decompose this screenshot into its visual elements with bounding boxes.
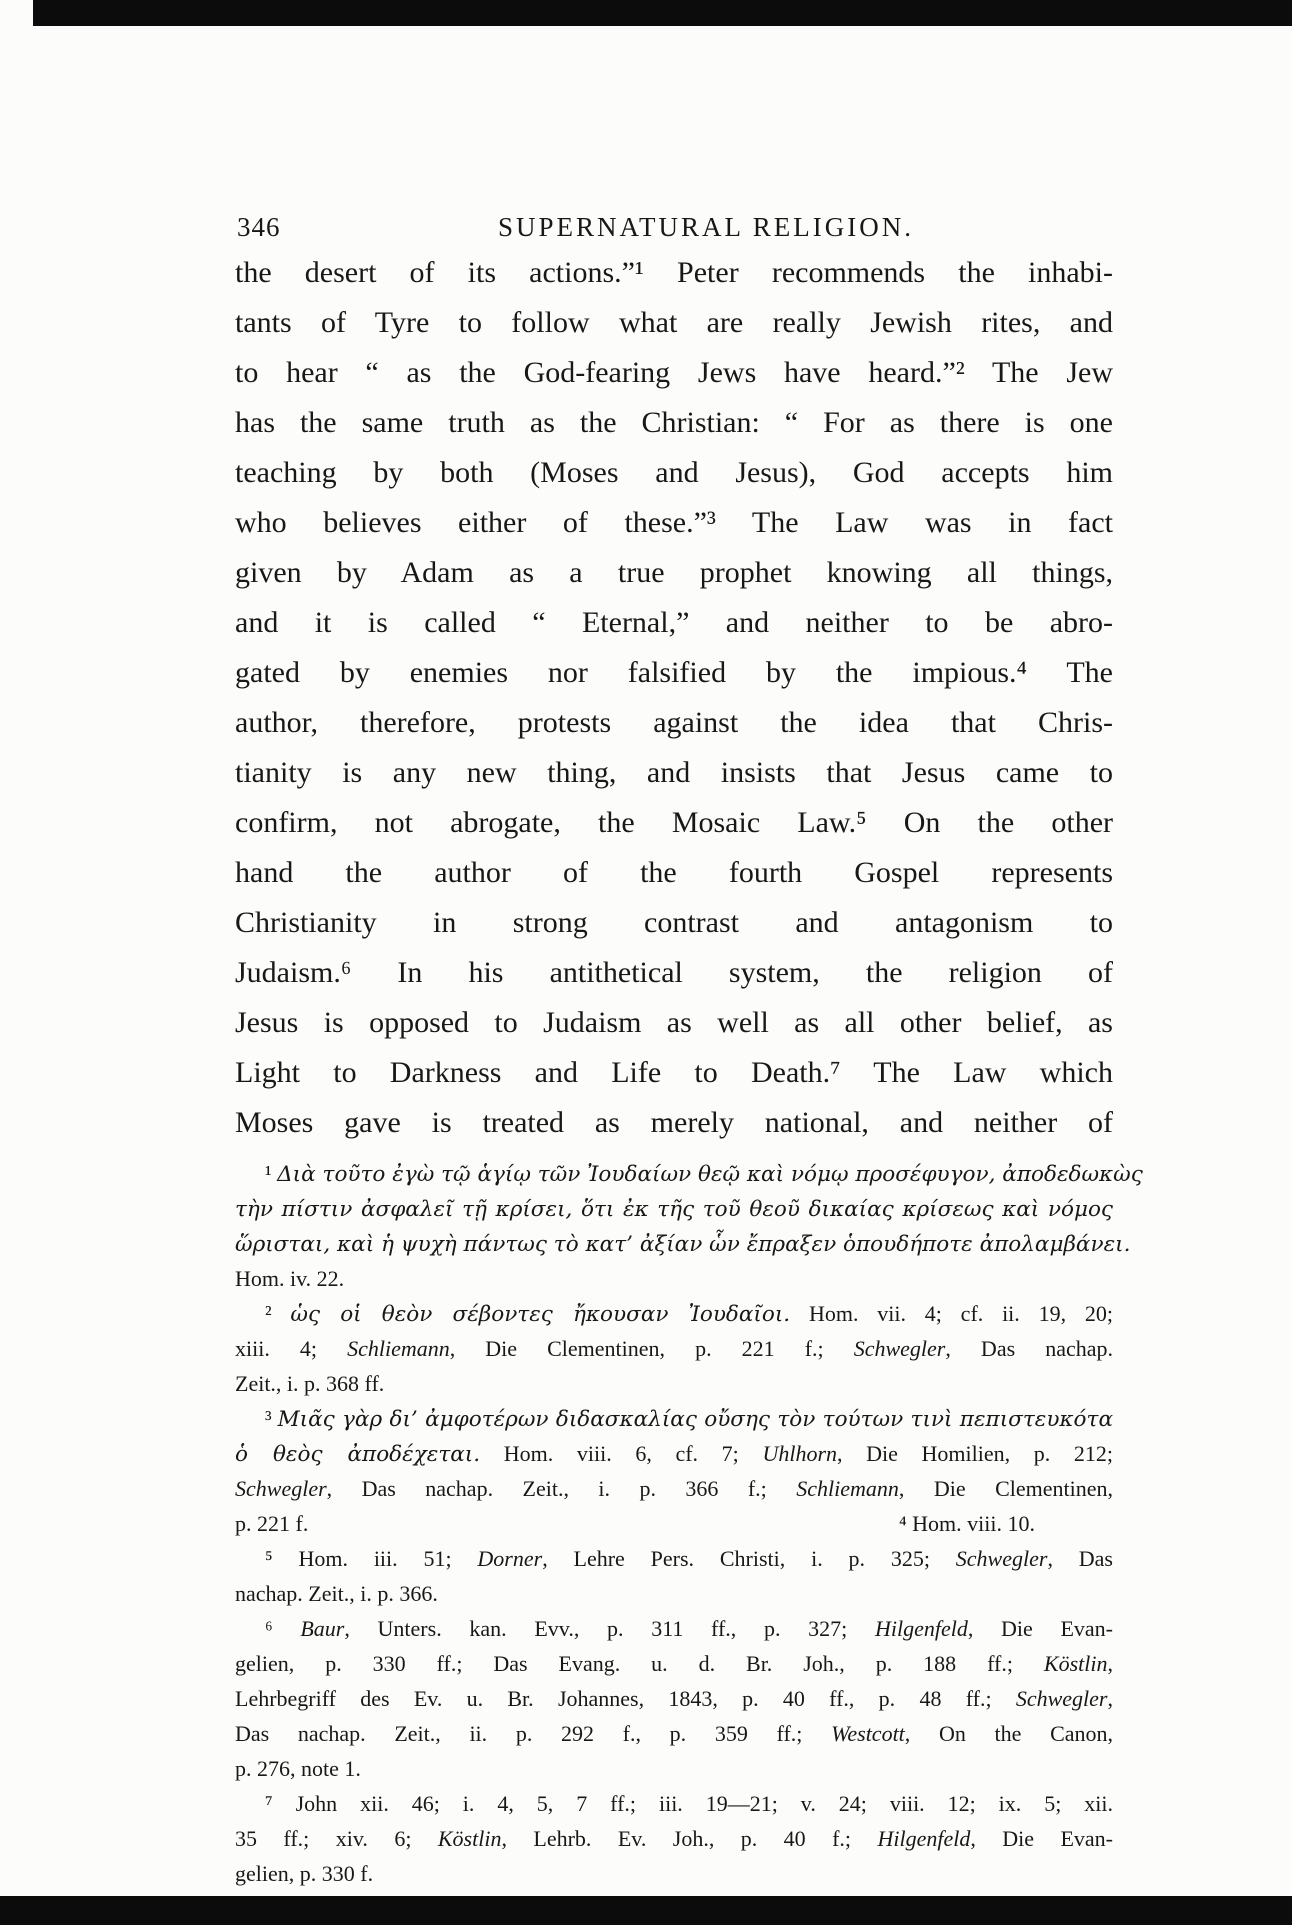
text-segment: given by Adam as a true prophet knowing all things, [235, 556, 1113, 589]
footnotes [235, 1156, 1143, 1891]
page-number: 346 [237, 212, 281, 242]
text-segment: , [1107, 1686, 1113, 1711]
author-name-italic: Uhlhorn [762, 1441, 837, 1466]
footnote-line [235, 1646, 1113, 1681]
greek-citation-text: ὁ θεὸς ἀποδέχεται. [235, 1442, 481, 1467]
footnote-line [235, 1541, 1113, 1576]
page-header [235, 210, 1113, 244]
author-name-italic: Schwegler [853, 1336, 946, 1361]
greek-citation-text: Διὰ τοῦτο ἐγὼ τῷ ἁγίῳ τῶν Ἰουδαίων θεῷ καὶ νόμῳ προσέφυγον, ἀποδεδωκὼς [277, 1162, 1143, 1187]
text-segment: , Das nachap. [945, 1336, 1114, 1361]
author-name-italic: Schwegler [1015, 1686, 1108, 1711]
text-segment: has the same truth as the Christian: “ For as there is one [235, 406, 1113, 439]
text-segment: author, therefore, protests against the idea that Chris- [235, 706, 1113, 739]
author-name-italic: Köstlin [1043, 1651, 1108, 1676]
body-line [235, 348, 1113, 398]
text-segment: , Die Clementinen, [898, 1476, 1113, 1501]
text-segment: ² [265, 1301, 291, 1326]
text-segment: , Die Evan- [967, 1616, 1113, 1641]
footnote-line [235, 1331, 1113, 1366]
greek-citation-text: τὴν πίστιν ἀσφαλεῖ τῇ κρίσει, ὅτι ἐκ τῆς τοῦ θεοῦ δικαίας κρίσεως καὶ νόμος [235, 1197, 1113, 1222]
running-title: SUPERNATURAL RELIGION. [498, 212, 914, 242]
body-line [235, 298, 1113, 348]
footnote-line [235, 1401, 1113, 1436]
text-segment: confirm, not abrogate, the Mosaic Law.⁵ On the other [235, 806, 1113, 839]
author-name-italic: Schliemann [796, 1476, 899, 1501]
footnote-line [235, 1471, 1113, 1506]
text-segment: teaching by both (Moses and Jesus), God accepts him [235, 456, 1113, 489]
text-segment: ⁴ Hom. viii. 10. [898, 1511, 1035, 1536]
footnote-line [235, 1716, 1113, 1751]
text-segment: Zeit., i. p. 368 ff. [235, 1371, 385, 1396]
author-name-italic: Köstlin [437, 1826, 502, 1851]
footnote-line [235, 1856, 1113, 1891]
body-line [235, 498, 1113, 548]
body-line [235, 798, 1113, 848]
text-segment: tants of Tyre to follow what are really Jewish rites, and [235, 306, 1113, 339]
text-segment: Jesus is opposed to Judaism as well as all other belief, as [235, 1006, 1113, 1039]
body-line [235, 248, 1113, 298]
footnote-line [235, 1611, 1113, 1646]
text-segment: ⁵ Hom. iii. 51; [265, 1546, 478, 1571]
footnote-line [235, 1576, 1113, 1611]
footnote-line [235, 1191, 1113, 1226]
footnote-line [235, 1226, 1131, 1261]
footnote-line [235, 1751, 1113, 1786]
body-line [235, 398, 1113, 448]
body-line [235, 598, 1113, 648]
author-name-italic: Dorner [477, 1546, 543, 1571]
text-segment: 35 ff.; xiv. 6; [235, 1826, 438, 1851]
scan-edge-bottom [0, 1896, 1292, 1925]
body-line [235, 748, 1113, 798]
footnote-line [235, 1366, 1113, 1401]
greek-citation-text: ὥρισται, καὶ ἡ ψυχὴ πάντως τὸ κατ’ ἀξίαν ὧν ἔπραξεν ὁπουδήποτε ἀπολαμβάνει. [235, 1232, 1131, 1257]
text-segment: p. 276, note 1. [235, 1756, 361, 1781]
text-segment: tianity is any new thing, and insists that Jesus came to [235, 756, 1113, 789]
body-line [235, 948, 1113, 998]
text-segment: Judaism.⁶ In his antithetical system, the religion of [235, 956, 1113, 989]
body-line [235, 648, 1113, 698]
text-segment: the desert of its actions.”¹ Peter recommends the inhabi- [235, 256, 1113, 289]
author-name-italic: Schliemann [347, 1336, 450, 1361]
text-segment: Hom. iv. 22. [235, 1266, 345, 1291]
text-segment: , On the Canon, [904, 1721, 1114, 1746]
text-segment: to hear “ as the God-fearing Jews have heard.”² The Jew [235, 356, 1113, 389]
text-segment: , Lehrb. Ev. Joh., p. 40 f.; [501, 1826, 878, 1851]
body-text [235, 248, 1113, 1148]
footnote-line [235, 1156, 1143, 1191]
text-segment: Hom. viii. 6, cf. 7; [480, 1441, 763, 1466]
footnote-line [235, 1506, 1113, 1541]
body-line [235, 848, 1113, 898]
author-name-italic: Hilgenfeld [874, 1616, 968, 1641]
text-segment: , Das nachap. Zeit., i. p. 366 f.; [326, 1476, 797, 1501]
text-segment: who believes either of these.”³ The Law was in fact [235, 506, 1113, 539]
body-line [235, 1098, 1113, 1148]
author-name-italic: Schwegler [235, 1476, 327, 1501]
body-line [235, 698, 1113, 748]
body-line [235, 898, 1113, 948]
scan-edge-top [33, 0, 1292, 26]
text-segment: p. 221 f. [235, 1511, 309, 1536]
text-segment: xiii. 4; [235, 1336, 348, 1361]
text-segment: gelien, p. 330 f. [235, 1861, 374, 1886]
text-segment: nachap. Zeit., i. p. 366. [235, 1581, 438, 1606]
text-segment: , Lehre Pers. Christi, i. p. 325; [542, 1546, 956, 1571]
text-segment: , Die Evan- [970, 1826, 1114, 1851]
text-segment: ⁷ John xii. 46; i. 4, 5, 7 ff.; iii. 19—21; v. 24; viii. 12; ix. 5; xii. [265, 1791, 1113, 1816]
footnote-line [235, 1436, 1113, 1471]
text-segment: ⁶ [265, 1616, 301, 1641]
text-segment: , Das [1047, 1546, 1113, 1571]
text-segment: ³ [265, 1406, 278, 1431]
text-segment: and it is called “ Eternal,” and neither to be abro- [235, 606, 1113, 639]
text-segment: ¹ [265, 1161, 278, 1186]
footnote-line [235, 1261, 1113, 1296]
text-segment: , [1107, 1651, 1113, 1676]
greek-citation-text: Μιᾶς γὰρ δι’ ἀμφοτέρων διδασκαλίας οὔσης τὸν τούτων τινὶ πεπιστευκότα [277, 1407, 1113, 1432]
text-segment: hand the author of the fourth Gospel represents [235, 856, 1113, 889]
text-segment: , Die Homilien, p. 212; [837, 1441, 1113, 1466]
author-name-italic: Hilgenfeld [877, 1826, 971, 1851]
body-line [235, 998, 1113, 1048]
text-segment: gelien, p. 330 ff.; Das Evang. u. d. Br. Joh., p. 188 ff.; [235, 1651, 1044, 1676]
text-segment: , Unters. kan. Evv., p. 311 ff., p. 327; [344, 1616, 875, 1641]
footnote-line [235, 1681, 1113, 1716]
footnote-line [235, 1821, 1113, 1856]
text-segment: gated by enemies nor falsified by the impious.⁴ The [235, 656, 1113, 689]
author-name-italic: Westcott [831, 1721, 905, 1746]
footnote-line [235, 1786, 1113, 1821]
text-segment: , Die Clementinen, p. 221 f.; [449, 1336, 854, 1361]
author-name-italic: Baur [300, 1616, 345, 1641]
text-segment: Lehrbegriff des Ev. u. Br. Johannes, 1843, p. 40 ff., p. 48 ff.; [235, 1686, 1016, 1711]
text-segment: Christianity in strong contrast and antagonism to [235, 906, 1113, 939]
body-line [235, 1048, 1113, 1098]
body-line [235, 448, 1113, 498]
greek-citation-text: ὡς οἱ θεὸν σέβοντες ἤκουσαν Ἰουδαῖοι. [290, 1302, 791, 1327]
author-name-italic: Schwegler [955, 1546, 1048, 1571]
text-segment: Moses gave is treated as merely national, and neither of [235, 1106, 1113, 1139]
body-line [235, 548, 1113, 598]
footnote-line [235, 1296, 1113, 1331]
text-segment: Light to Darkness and Life to Death.⁷ The Law which [235, 1056, 1113, 1089]
text-segment: Das nachap. Zeit., ii. p. 292 f., p. 359 ff.; [235, 1721, 832, 1746]
text-segment: Hom. vii. 4; cf. ii. 19, 20; [790, 1301, 1113, 1326]
